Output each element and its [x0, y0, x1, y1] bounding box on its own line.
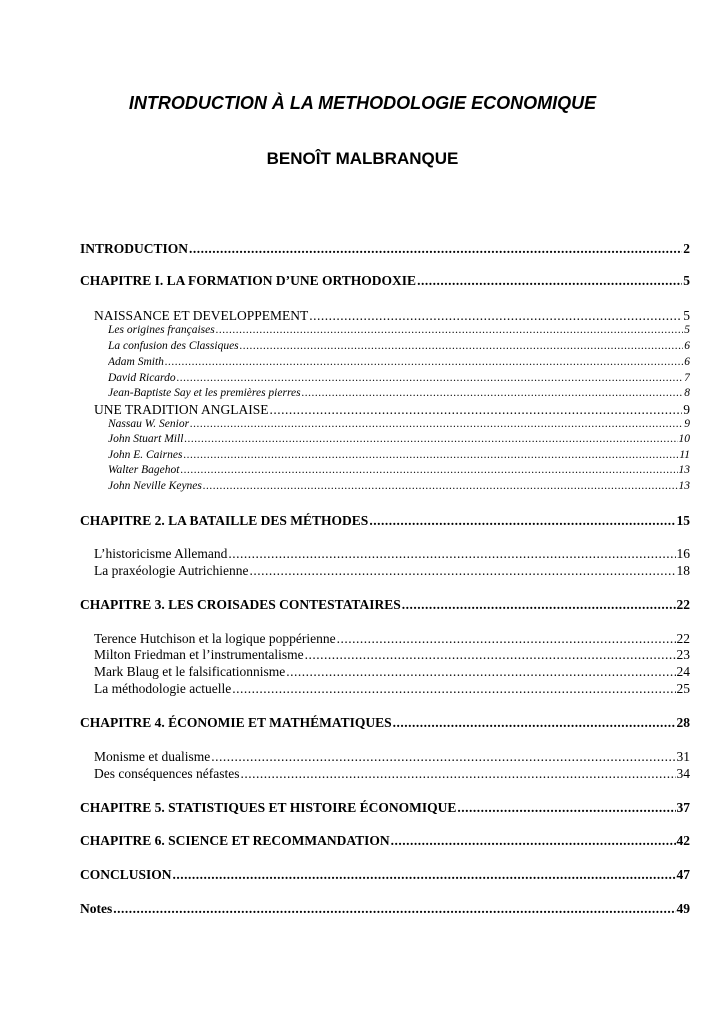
toc-dot-leader	[203, 480, 678, 492]
toc-entry-page-number: 23	[676, 647, 690, 662]
toc-dot-leader	[369, 513, 675, 529]
toc-dot-leader	[180, 464, 677, 476]
toc-entry-label: Mark Blaug et le falsificationnisme	[94, 664, 286, 679]
toc-entry[interactable]	[94, 766, 690, 782]
toc-entry-page-number: 9	[683, 402, 690, 417]
document-title: INTRODUCTION À LA METHODOLOGIE ECONOMIQUE	[128, 93, 597, 113]
toc-dot-leader	[402, 597, 676, 613]
toc-dot-leader	[391, 833, 676, 849]
toc-entry-label: L’historicisme Allemand	[94, 546, 228, 561]
toc-entry[interactable]	[108, 449, 690, 461]
toc-dot-leader	[305, 647, 676, 663]
toc-entry[interactable]	[108, 480, 690, 492]
toc-dot-leader	[173, 867, 676, 883]
toc-entry-label: Terence Hutchison et la logique poppérienne	[94, 631, 336, 646]
toc-entry[interactable]	[108, 356, 690, 368]
toc-dot-leader	[216, 324, 684, 336]
toc-entry-label: La praxéologie Autrichienne	[94, 563, 249, 578]
toc-entry-page-number: 11	[679, 449, 690, 461]
toc-dot-leader	[240, 340, 684, 352]
toc-dot-leader	[393, 715, 676, 731]
toc-entry[interactable]	[108, 464, 690, 476]
toc-dot-leader	[184, 433, 677, 445]
toc-entry-label: John Stuart Mill	[108, 433, 184, 445]
toc-entry-label: La confusion des Classiques	[108, 340, 239, 352]
toc-entry-label: Jean-Baptiste Say et les premières pierres	[108, 387, 301, 399]
toc-dot-leader	[249, 563, 675, 579]
toc-entry[interactable]	[80, 833, 690, 849]
toc-entry[interactable]	[94, 664, 690, 680]
toc-entry-label: Les origines françaises	[108, 324, 215, 336]
toc-entry-label: La méthodologie actuelle	[94, 681, 232, 696]
toc-entry-page-number: 28	[676, 715, 690, 730]
toc-dot-leader	[240, 766, 675, 782]
toc-entry-page-number: 18	[676, 563, 690, 578]
toc-dot-leader	[337, 631, 676, 647]
toc-dot-leader	[417, 273, 682, 289]
toc-entry[interactable]	[94, 308, 690, 324]
toc-dot-leader	[457, 800, 675, 816]
toc-dot-leader	[228, 546, 675, 562]
toc-entry-page-number: 22	[676, 631, 690, 646]
toc-dot-leader	[183, 449, 678, 461]
toc-dot-leader	[211, 749, 675, 765]
toc-entry[interactable]	[94, 681, 690, 697]
toc-dot-leader	[232, 681, 675, 697]
toc-dot-leader	[302, 387, 684, 399]
toc-entry[interactable]	[108, 433, 690, 445]
toc-entry-page-number: 5	[684, 324, 690, 336]
toc-dot-leader	[113, 901, 675, 917]
toc-entry[interactable]	[80, 800, 690, 816]
toc-dot-leader	[286, 664, 675, 680]
toc-entry-label: CHAPITRE 6. SCIENCE ET RECOMMANDATION	[80, 833, 390, 848]
toc-entry-page-number: 24	[676, 664, 690, 679]
toc-entry[interactable]	[94, 546, 690, 562]
toc-entry[interactable]	[108, 372, 690, 384]
toc-dot-leader	[165, 356, 683, 368]
toc-entry[interactable]	[108, 324, 690, 336]
toc-dot-leader	[309, 308, 682, 324]
toc-entry[interactable]	[80, 273, 690, 289]
toc-entry-page-number: 2	[683, 241, 690, 256]
toc-entry-label: INTRODUCTION	[80, 241, 189, 256]
toc-entry-label: Walter Bagehot	[108, 464, 180, 476]
toc-entry-page-number: 6	[684, 356, 690, 368]
toc-entry[interactable]	[80, 715, 690, 731]
toc-entry[interactable]	[94, 647, 690, 663]
toc-entry[interactable]	[108, 387, 690, 399]
toc-entry-label: NAISSANCE ET DEVELOPPEMENT	[94, 308, 309, 323]
toc-entry-label: CHAPITRE 4. ÉCONOMIE ET MATHÉMATIQUES	[80, 715, 392, 730]
toc-entry-label: CONCLUSION	[80, 867, 172, 882]
toc-dot-leader	[177, 372, 684, 384]
toc-entry[interactable]	[80, 867, 690, 883]
toc-entry[interactable]	[80, 597, 690, 613]
toc-entry-label: CHAPITRE 3. LES CROISADES CONTESTATAIRES	[80, 597, 401, 612]
toc-entry[interactable]	[80, 241, 690, 257]
toc-entry-page-number: 34	[676, 766, 690, 781]
toc-entry-page-number: 31	[676, 749, 690, 764]
toc-entry-label: Nassau W. Senior	[108, 418, 190, 430]
toc-entry-label: Monisme et dualisme	[94, 749, 211, 764]
toc-entry-page-number: 37	[676, 800, 690, 815]
toc-entry-label: Des conséquences néfastes	[94, 766, 240, 781]
toc-entry-label: Notes	[80, 901, 113, 916]
toc-entry-label: UNE TRADITION ANGLAISE	[94, 402, 269, 417]
toc-entry-page-number: 8	[684, 387, 690, 399]
toc-entry-label: CHAPITRE I. LA FORMATION D’UNE ORTHODOXIE	[80, 273, 417, 288]
toc-entry[interactable]	[94, 402, 690, 418]
toc-entry-page-number: 42	[676, 833, 690, 848]
toc-entry-label: Adam Smith	[108, 356, 164, 368]
toc-entry[interactable]	[94, 563, 690, 579]
toc-entry-page-number: 7	[684, 372, 690, 384]
toc-entry-label: John E. Cairnes	[108, 449, 183, 461]
toc-entry-label: David Ricardo	[108, 372, 176, 384]
toc-entry[interactable]	[108, 418, 690, 430]
toc-entry[interactable]	[80, 901, 690, 917]
toc-entry[interactable]	[108, 340, 690, 352]
toc-entry-page-number: 5	[683, 273, 690, 288]
toc-entry-page-number: 15	[676, 513, 690, 528]
toc-dot-leader	[270, 402, 683, 418]
toc-entry-page-number: 47	[676, 867, 690, 882]
toc-entry-page-number: 13	[678, 480, 690, 492]
toc-entry-page-number: 9	[684, 418, 690, 430]
toc-entry-page-number: 13	[678, 464, 690, 476]
toc-dot-leader	[189, 241, 682, 257]
toc-entry-page-number: 22	[676, 597, 690, 612]
toc-entry[interactable]	[94, 631, 690, 647]
toc-entry[interactable]	[80, 513, 690, 529]
toc-entry-page-number: 25	[676, 681, 690, 696]
toc-entry-page-number: 10	[678, 433, 690, 445]
toc-entry[interactable]	[94, 749, 690, 765]
toc-entry-page-number: 6	[684, 340, 690, 352]
toc-entry-label: Milton Friedman et l’instrumentalisme	[94, 647, 304, 662]
toc-dot-leader	[190, 418, 683, 430]
toc-entry-page-number: 5	[683, 308, 690, 323]
toc-entry-page-number: 16	[676, 546, 690, 561]
document-author: BENOÎT MALBRANQUE	[266, 149, 459, 168]
toc-entry-page-number: 49	[676, 901, 690, 916]
toc-entry-label: CHAPITRE 2. LA BATAILLE DES MÉTHODES	[80, 513, 369, 528]
toc-entry-label: CHAPITRE 5. STATISTIQUES ET HISTOIRE ÉCONOMIQUE	[80, 800, 457, 815]
toc-entry-label: John Neville Keynes	[108, 480, 202, 492]
